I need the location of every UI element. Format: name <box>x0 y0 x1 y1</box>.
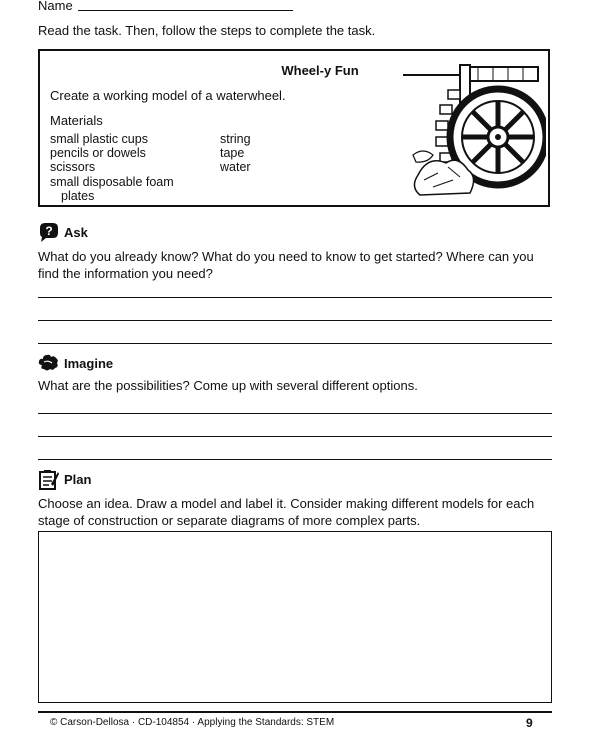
ask-prompt-line: What do you already know? What do you need to know to get started? Where can you <box>38 249 534 264</box>
answer-line[interactable] <box>38 343 552 344</box>
material-item: small plastic cups <box>50 132 148 146</box>
materials-list-right <box>220 132 251 175</box>
material-item: plates <box>61 188 95 203</box>
task-box <box>38 49 550 207</box>
plan-prompt <box>38 495 558 529</box>
footer-credit: © Carson-Dellosa · CD-104854 · Applying the Standards: STEM <box>50 717 335 728</box>
plan-icon <box>38 469 59 490</box>
plan-prompt-line: Choose an idea. Draw a model and label it. Consider making different models for each <box>38 496 535 511</box>
material-item: pencils or dowels <box>50 146 146 161</box>
waterwheel-illustration <box>398 55 546 203</box>
imagine-title: Imagine <box>64 356 114 371</box>
material-item: scissors <box>50 160 96 175</box>
ask-title: Ask <box>64 225 88 240</box>
material-item: small disposable foam <box>50 174 174 189</box>
plan-title: Plan <box>64 472 92 487</box>
material-item: water <box>220 160 251 175</box>
material-item: string <box>220 132 251 146</box>
answer-line[interactable] <box>38 297 552 298</box>
ask-prompt <box>38 248 558 282</box>
task-description: Create a working model of a waterwheel. <box>50 88 286 103</box>
plan-prompt-line: stage of construction or separate diagrams of more complex parts. <box>38 513 421 528</box>
instructions: Read the task. Then, follow the steps to complete the task. <box>38 23 376 38</box>
answer-line[interactable] <box>38 413 552 414</box>
name-label: Name <box>38 0 73 13</box>
page-number: 9 <box>526 716 533 730</box>
materials-heading: Materials <box>50 113 103 128</box>
name-field[interactable] <box>78 10 293 11</box>
svg-text:?: ? <box>45 224 53 238</box>
materials-list-left <box>50 132 174 203</box>
answer-line[interactable] <box>38 320 552 321</box>
drawing-area[interactable] <box>38 531 552 703</box>
answer-line[interactable] <box>38 459 552 460</box>
imagine-icon <box>38 353 59 374</box>
task-title: Wheel-y Fun <box>281 63 359 78</box>
material-item: tape <box>220 146 245 161</box>
imagine-prompt <box>38 377 558 394</box>
imagine-prompt-line: What are the possibilities? Come up with several different options. <box>38 378 418 393</box>
footer-divider <box>38 711 552 713</box>
answer-line[interactable] <box>38 436 552 437</box>
ask-icon <box>38 222 59 243</box>
ask-prompt-line: find the information you need? <box>38 266 213 281</box>
